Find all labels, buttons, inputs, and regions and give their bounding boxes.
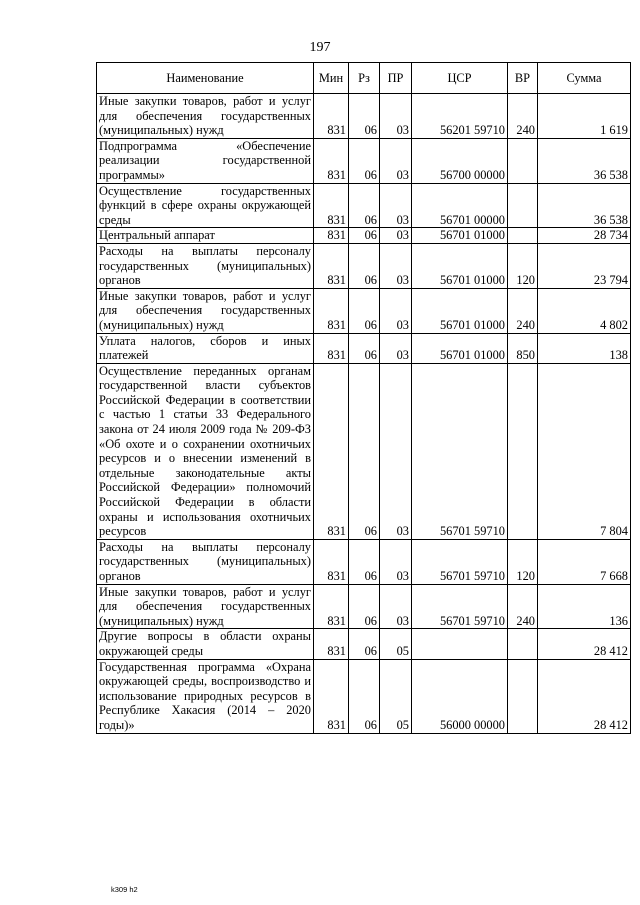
row-pr: 03 [380, 243, 412, 288]
table-row [97, 94, 631, 139]
row-min: 831 [314, 288, 349, 333]
row-name: Осуществление переданных органам государственной власти субъектов Российской Федерации в соответствии с частью 1 статьи 33 Федерального закона от 24 июля 2009 года № 209-ФЗ «Об охоте и о сохранении охотничьих ресурсов и о внесении изменений в отдельные законодательные акты Российской Федерации» полномочий Российской Федерации в области охраны и использования охотничьих ресурсов [97, 363, 314, 539]
row-sum: 7 804 [538, 363, 631, 539]
header-pr: ПР [380, 63, 412, 94]
row-vr: 240 [508, 584, 538, 629]
row-rz: 06 [349, 94, 380, 139]
row-csr: 56700 00000 [412, 138, 508, 183]
row-min: 831 [314, 183, 349, 228]
row-csr: 56701 01000 [412, 333, 508, 363]
table-header-row [97, 63, 631, 94]
row-name: Уплата налогов, сборов и иных платежей [97, 333, 314, 363]
row-rz: 06 [349, 138, 380, 183]
table-row [97, 138, 631, 183]
row-vr [508, 363, 538, 539]
row-pr: 05 [380, 659, 412, 733]
row-vr: 850 [508, 333, 538, 363]
row-vr [508, 629, 538, 659]
row-vr: 120 [508, 539, 538, 584]
header-vr: ВР [508, 63, 538, 94]
row-name: Иные закупки товаров, работ и услуг для обеспечения государственных (муниципальных) нужд [97, 584, 314, 629]
row-min: 831 [314, 584, 349, 629]
row-csr: 56701 59710 [412, 363, 508, 539]
table-row [97, 659, 631, 733]
table-row [97, 363, 631, 539]
row-csr: 56201 59710 [412, 94, 508, 139]
row-name: Иные закупки товаров, работ и услуг для обеспечения государственных (муниципальных) нужд [97, 288, 314, 333]
row-vr: 240 [508, 94, 538, 139]
row-rz: 06 [349, 288, 380, 333]
row-sum: 1 619 [538, 94, 631, 139]
header-sum: Сумма [538, 63, 631, 94]
row-pr: 03 [380, 584, 412, 629]
table-row [97, 288, 631, 333]
row-rz: 06 [349, 363, 380, 539]
row-csr: 56701 00000 [412, 183, 508, 228]
row-sum: 4 802 [538, 288, 631, 333]
budget-table [96, 62, 631, 734]
header-rz: Рз [349, 63, 380, 94]
row-name: Подпрограмма «Обеспечение реализации государственной программы» [97, 138, 314, 183]
table-row [97, 584, 631, 629]
row-sum: 36 538 [538, 138, 631, 183]
row-min: 831 [314, 539, 349, 584]
row-sum: 28 412 [538, 629, 631, 659]
row-min: 831 [314, 659, 349, 733]
row-csr: 56701 01000 [412, 288, 508, 333]
row-pr: 05 [380, 629, 412, 659]
row-vr [508, 659, 538, 733]
table-body [97, 94, 631, 734]
row-rz: 06 [349, 333, 380, 363]
row-csr [412, 629, 508, 659]
row-sum: 36 538 [538, 183, 631, 228]
row-sum: 28 734 [538, 228, 631, 244]
row-rz: 06 [349, 243, 380, 288]
row-name: Осуществление государственных функций в сфере охраны окружающей среды [97, 183, 314, 228]
row-pr: 03 [380, 228, 412, 244]
row-min: 831 [314, 629, 349, 659]
row-min: 831 [314, 333, 349, 363]
row-min: 831 [314, 94, 349, 139]
table-row [97, 333, 631, 363]
row-sum: 7 668 [538, 539, 631, 584]
table-row [97, 629, 631, 659]
row-vr [508, 228, 538, 244]
row-pr: 03 [380, 333, 412, 363]
row-vr [508, 183, 538, 228]
row-pr: 03 [380, 94, 412, 139]
row-min: 831 [314, 228, 349, 244]
row-min: 831 [314, 363, 349, 539]
row-pr: 03 [380, 138, 412, 183]
page-number: 197 [309, 40, 331, 55]
table-row [97, 183, 631, 228]
row-csr: 56701 59710 [412, 539, 508, 584]
row-name: Расходы на выплаты персоналу государственных (муниципальных) органов [97, 539, 314, 584]
row-pr: 03 [380, 288, 412, 333]
row-sum: 138 [538, 333, 631, 363]
row-name: Иные закупки товаров, работ и услуг для обеспечения государственных (муниципальных) нужд [97, 94, 314, 139]
row-min: 831 [314, 243, 349, 288]
row-pr: 03 [380, 363, 412, 539]
row-csr: 56000 00000 [412, 659, 508, 733]
header-name: Наименование [97, 63, 314, 94]
row-min: 831 [314, 138, 349, 183]
row-vr: 120 [508, 243, 538, 288]
row-rz: 06 [349, 228, 380, 244]
row-name: Государственная программа «Охрана окружающей среды, воспроизводство и использование природных ресурсов в Республике Хакасия (2014 – 2020 годы)» [97, 659, 314, 733]
row-pr: 03 [380, 539, 412, 584]
row-name: Другие вопросы в области охраны окружающей среды [97, 629, 314, 659]
row-rz: 06 [349, 629, 380, 659]
row-rz: 06 [349, 539, 380, 584]
row-name: Расходы на выплаты персоналу государственных (муниципальных) органов [97, 243, 314, 288]
row-pr: 03 [380, 183, 412, 228]
row-sum: 136 [538, 584, 631, 629]
header-csr: ЦСР [412, 63, 508, 94]
row-rz: 06 [349, 659, 380, 733]
row-sum: 23 794 [538, 243, 631, 288]
table-row [97, 243, 631, 288]
row-csr: 56701 01000 [412, 228, 508, 244]
table-row [97, 228, 631, 244]
row-name: Центральный аппарат [97, 228, 314, 244]
row-rz: 06 [349, 584, 380, 629]
row-vr [508, 138, 538, 183]
row-vr: 240 [508, 288, 538, 333]
row-csr: 56701 59710 [412, 584, 508, 629]
header-min: Мин [314, 63, 349, 94]
table-row [97, 539, 631, 584]
row-csr: 56701 01000 [412, 243, 508, 288]
footer-code: k309 h2 [111, 885, 138, 894]
row-sum: 28 412 [538, 659, 631, 733]
row-rz: 06 [349, 183, 380, 228]
